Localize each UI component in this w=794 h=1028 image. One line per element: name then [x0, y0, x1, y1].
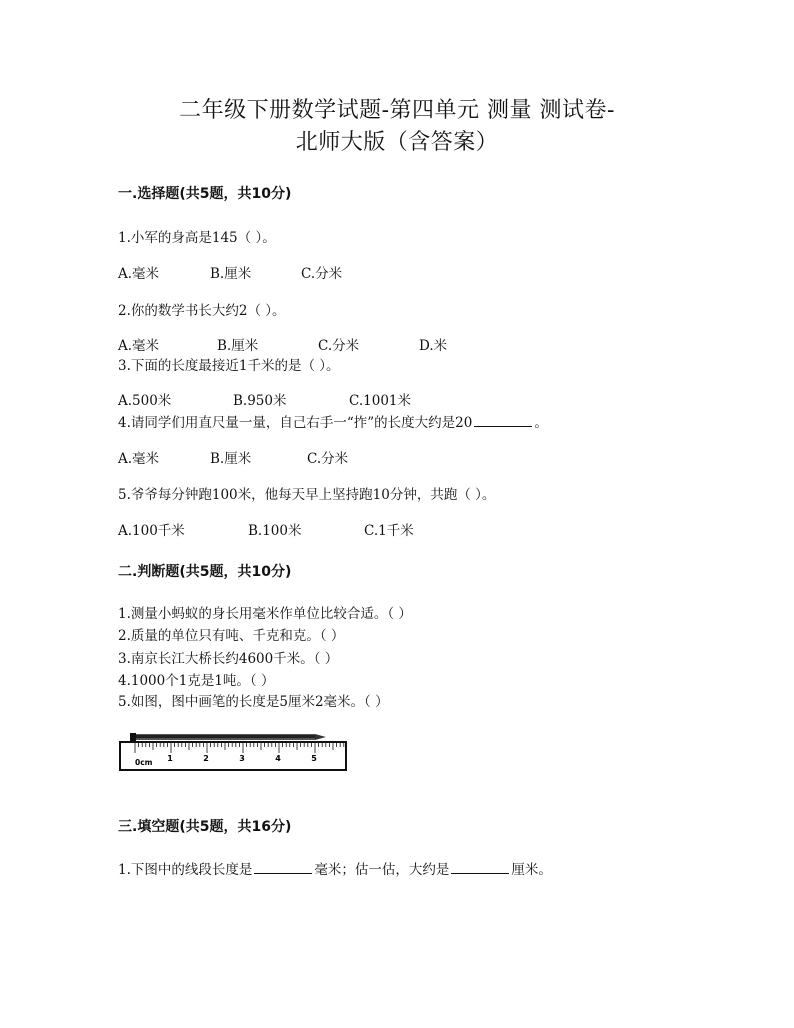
option-1-1-c: C.分米: [301, 266, 343, 282]
fill-question-1: [118, 858, 552, 878]
option-1-3-a: A.500米: [118, 393, 172, 409]
ruler-tick-label-1: 1: [167, 754, 173, 763]
answer-blank-cm[interactable]: [451, 861, 509, 874]
ruler-figure: [118, 726, 350, 776]
question-1-4-end: 。: [534, 415, 548, 431]
section2-heading: 二.判断题(共5题，共10分): [118, 564, 292, 580]
ruler-start-label: 0cm: [135, 758, 153, 767]
answer-blank-mm[interactable]: [254, 861, 312, 874]
question-1-4: [118, 411, 548, 431]
judge-item-1: 1.测量小蚂蚁的身长用毫米作单位比较合适。（ ）: [118, 606, 412, 622]
question-1-3: 3.下面的长度最接近1千米的是（ ）。: [118, 358, 340, 374]
option-1-4-a: A.毫米: [118, 451, 160, 467]
option-1-2-a: A.毫米: [118, 338, 160, 354]
fill-question-1-part2: 毫米；估一估，大约是: [314, 862, 450, 878]
fill-question-1-part1: 1.下图中的线段长度是: [118, 862, 253, 878]
option-1-4-c: C.分米: [307, 451, 349, 467]
answer-blank[interactable]: [474, 414, 532, 427]
ruler-tick-label-2: 2: [203, 754, 209, 763]
option-1-2-b: B.厘米: [217, 338, 259, 354]
option-1-1-a: A.毫米: [118, 266, 160, 282]
option-1-4-b: B.厘米: [210, 451, 252, 467]
page-title-line2: 北师大版（含答案）: [295, 130, 499, 155]
fill-question-1-part3: 厘米。: [511, 862, 552, 878]
option-1-2-d: D.米: [419, 338, 448, 354]
section3-heading: 三.填空题(共5题，共16分): [118, 819, 292, 835]
option-1-3-b: B.950米: [233, 393, 287, 409]
ruler-tick-label-4: 4: [275, 754, 281, 763]
question-1-1: 1.小军的身高是145（ ）。: [118, 230, 276, 246]
option-1-5-b: B.100米: [248, 523, 302, 539]
section1-heading: 一.选择题(共5题，共10分): [118, 186, 292, 202]
judge-item-5: 5.如图，图中画笔的长度是5厘米2毫米。（ ）: [118, 694, 389, 710]
option-1-5-a: A.100千米: [118, 523, 185, 539]
question-1-4-text: 4.请同学们用直尺量一量，自己右手一“拃”的长度大约是20: [118, 415, 473, 431]
judge-item-3: 3.南京长江大桥长约4600千米。（ ）: [118, 651, 339, 667]
option-1-3-c: C.1001米: [349, 393, 411, 409]
ruler-tick-label-3: 3: [239, 754, 245, 763]
question-1-2: 2.你的数学书长大约2（ ）。: [118, 303, 286, 319]
option-1-5-c: C.1千米: [364, 523, 414, 539]
question-1-5: 5.爷爷每分钟跑100米，他每天早上坚持跑10分钟，共跑（ ）。: [118, 487, 496, 503]
judge-item-4: 4.1000个1克是1吨。（ ）: [118, 673, 275, 689]
pen-image: [130, 733, 326, 741]
judge-item-2: 2.质量的单位只有吨、千克和克。（ ）: [118, 628, 345, 644]
ruler-tick-label-5: 5: [311, 754, 317, 763]
option-1-1-b: B.厘米: [210, 266, 252, 282]
page-title-line1: 二年级下册数学试题-第四单元 测量 测试卷-: [179, 98, 615, 123]
option-1-2-c: C.分米: [318, 338, 360, 354]
